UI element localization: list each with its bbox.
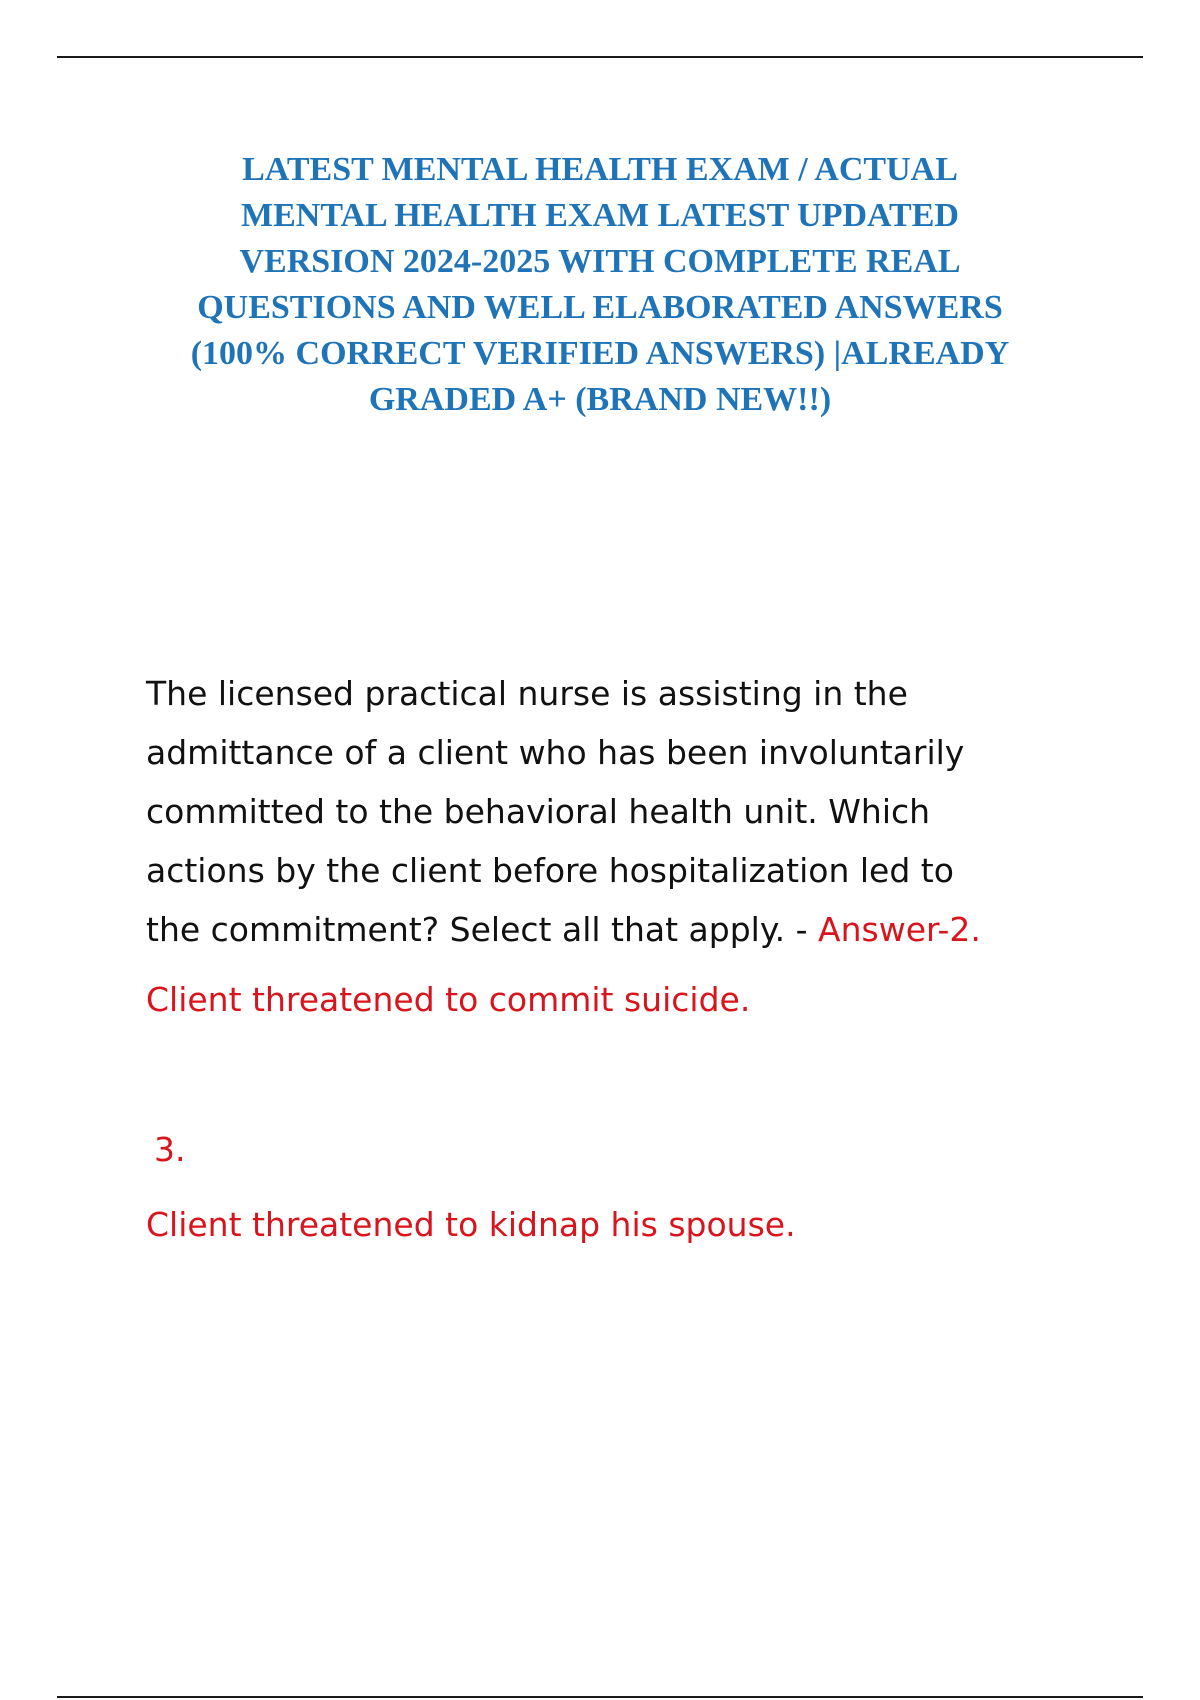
title-line: (100% CORRECT VERIFIED ANSWERS) |ALREADY bbox=[190, 335, 1010, 372]
question-line bbox=[146, 900, 1106, 959]
question-line: The licensed practical nurse is assisting in the bbox=[146, 674, 908, 713]
question-text bbox=[146, 664, 1106, 959]
question-line: committed to the behavioral health unit. Which bbox=[146, 792, 931, 831]
title-line: VERSION 2024-2025 WITH COMPLETE REAL bbox=[239, 243, 961, 280]
answer-prefix: Answer-2. bbox=[818, 910, 981, 949]
answer-second: Client threatened to kidnap his spouse. bbox=[146, 1205, 796, 1244]
title-line: GRADED A+ (BRAND NEW!!) bbox=[368, 381, 832, 418]
title-line: LATEST MENTAL HEALTH EXAM / ACTUAL bbox=[242, 151, 958, 188]
title-line: MENTAL HEALTH EXAM LATEST UPDATED bbox=[241, 197, 959, 234]
bottom-rule bbox=[57, 1696, 1143, 1698]
top-rule bbox=[57, 56, 1143, 58]
document-title bbox=[130, 147, 1070, 423]
question-line: admittance of a client who has been involuntarily bbox=[146, 733, 965, 772]
question-line: actions by the client before hospitalization led to bbox=[146, 851, 954, 890]
answer-second-number: 3. bbox=[154, 1130, 186, 1169]
answer-first: Client threatened to commit suicide. bbox=[146, 980, 751, 1019]
question-line-text: the commitment? Select all that apply. - bbox=[146, 910, 819, 949]
title-line: QUESTIONS AND WELL ELABORATED ANSWERS bbox=[197, 289, 1003, 326]
